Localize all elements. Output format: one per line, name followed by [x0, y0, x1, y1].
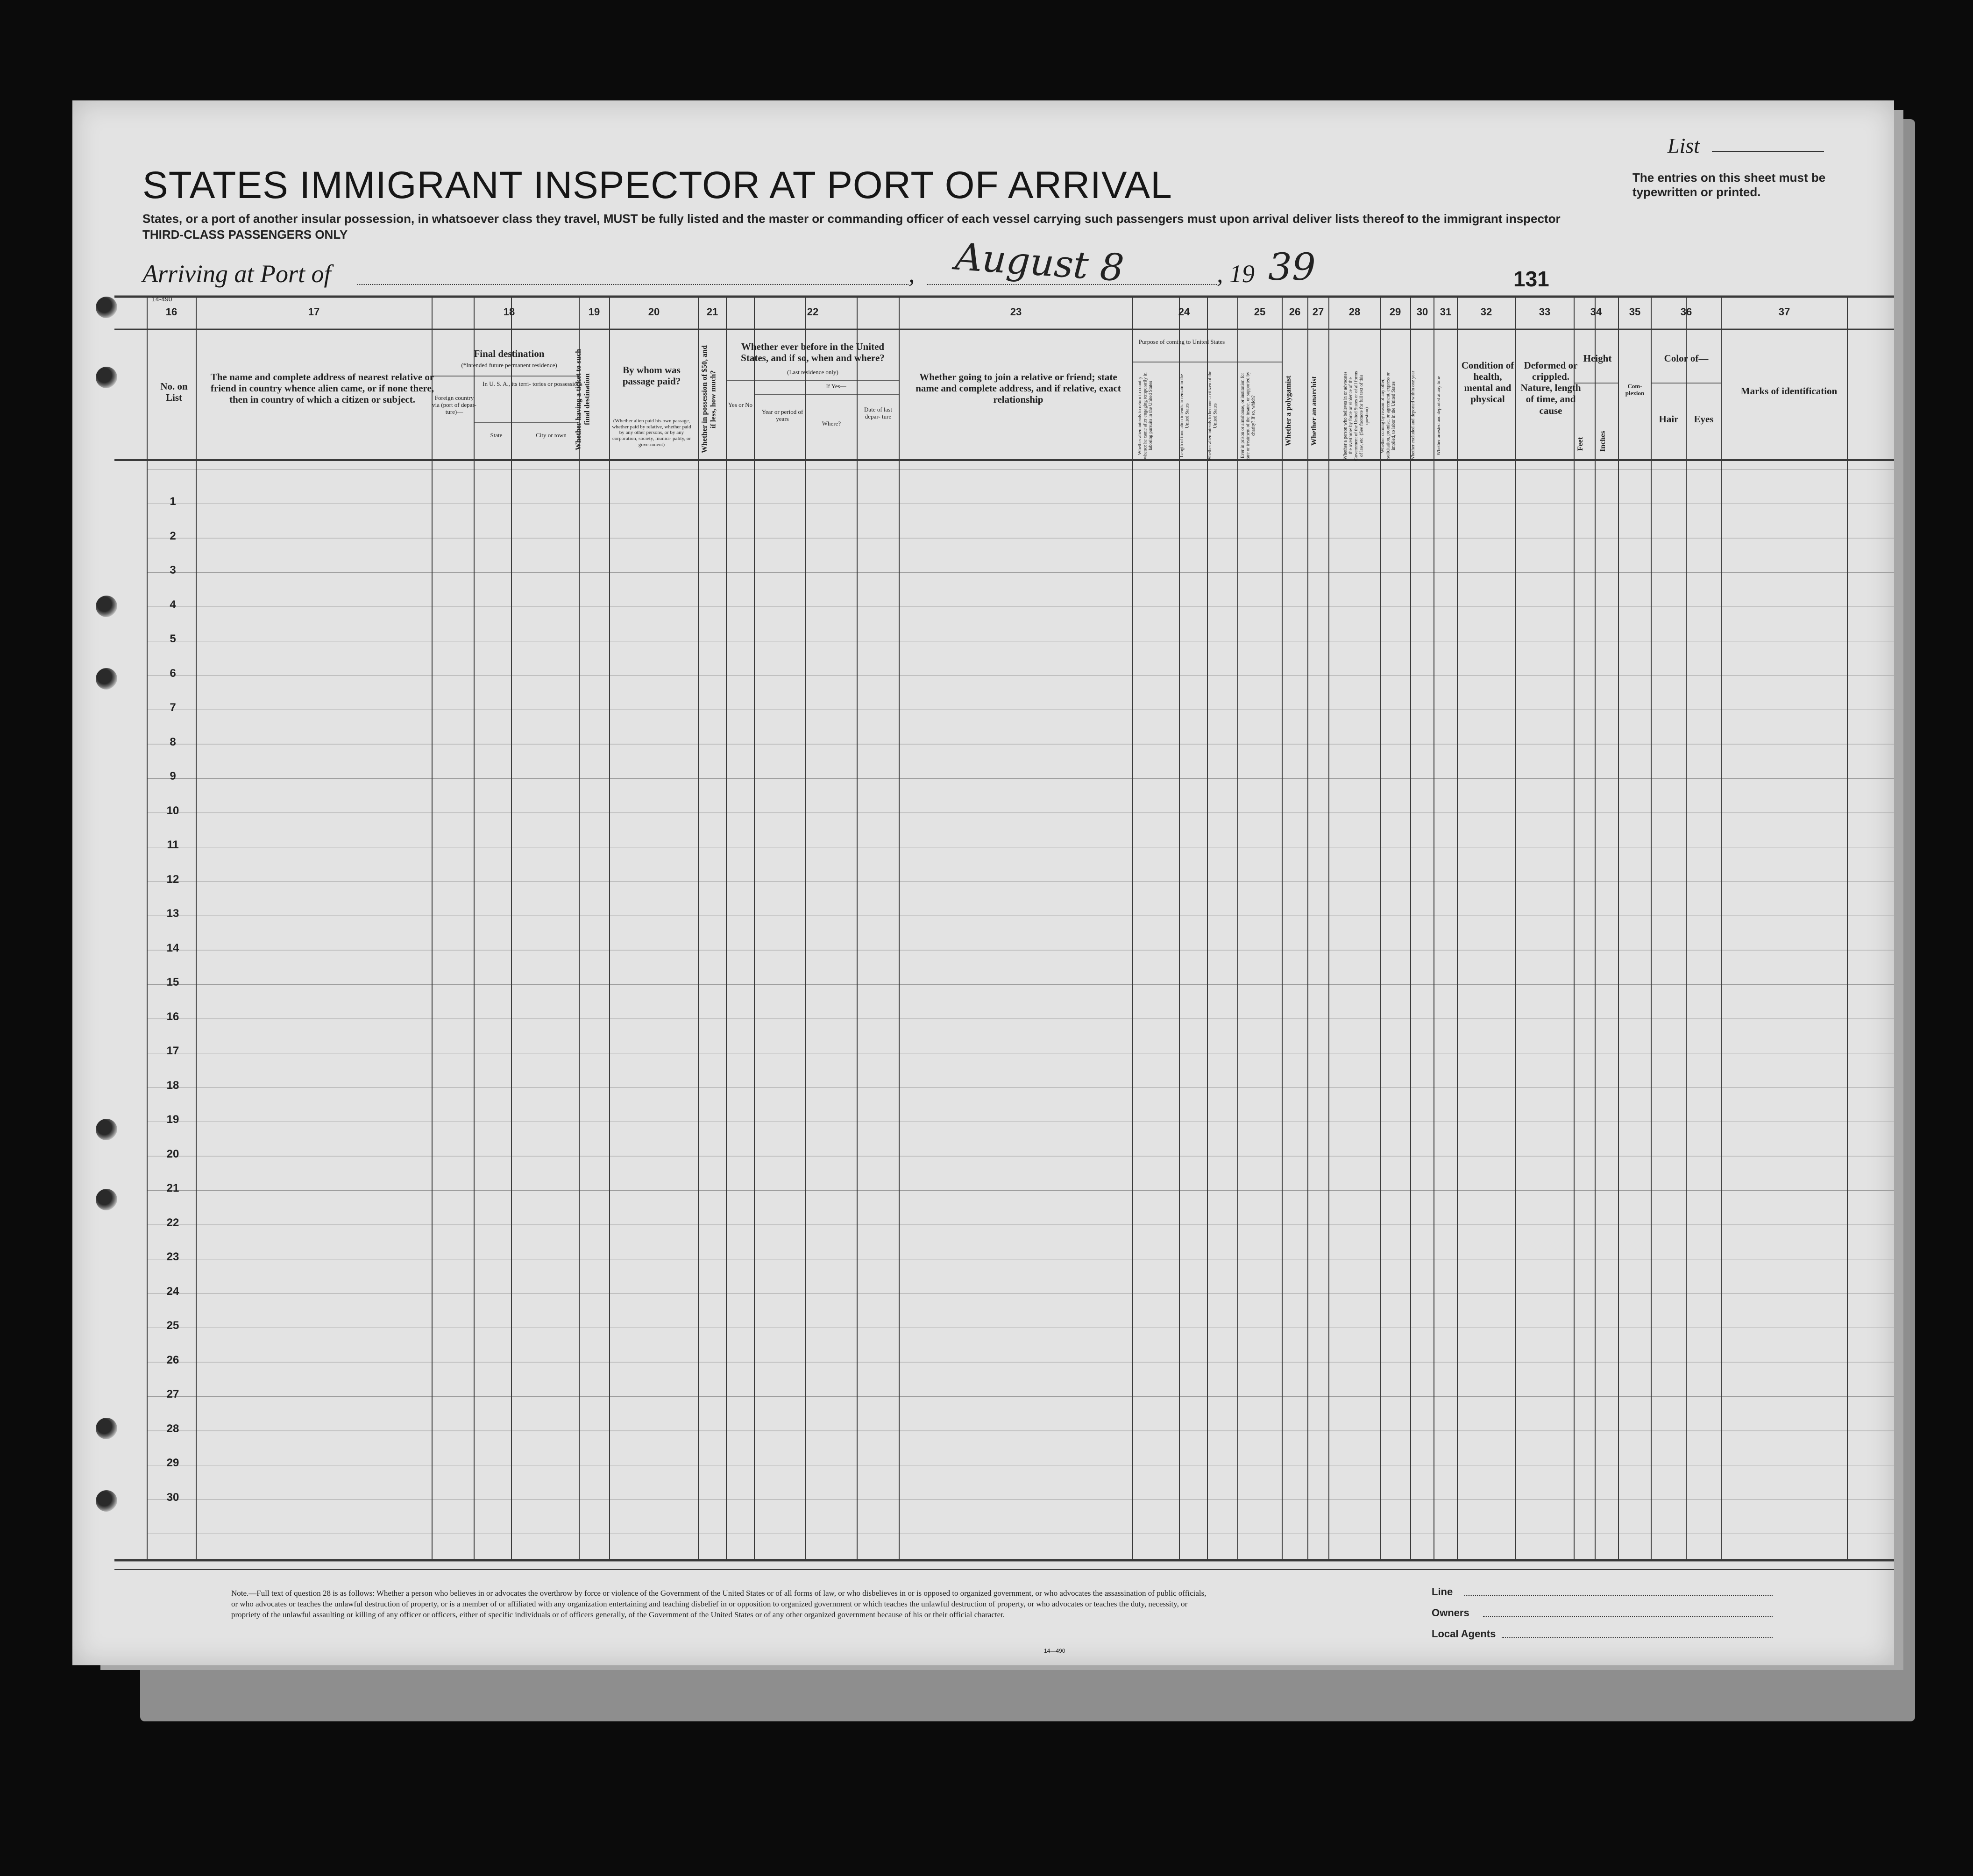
header-purpose-length: Length of time alien intends to remain in the United States	[1179, 374, 1190, 458]
binder-hole	[96, 668, 117, 689]
column-number: 16	[165, 306, 177, 318]
header-prison: Ever in prison or almshouse, or institution for care or treatment of the insane, or supported by charity? If so, which?	[1240, 371, 1256, 460]
binder-hole	[96, 367, 117, 388]
form-code-top: 14-490	[152, 295, 172, 303]
binder-hole	[96, 1418, 117, 1439]
row-number: 27	[166, 1388, 179, 1400]
form-instruction: States, or a port of another insular possession, in whatsoever class they travel, MUST be fully listed and the master or commanding officer of each vessel carrying such passengers must upon arrival deliver lists thereof to the immigrant inspector	[142, 212, 1561, 226]
header-nearest-relative: The name and complete address of nearest relative or friend in country whence alien came, or if none there, then in country of which a citizen or subject.	[210, 371, 434, 405]
column-number: 26	[1289, 306, 1301, 318]
row-number: 7	[170, 701, 176, 714]
column-number: 35	[1629, 306, 1641, 318]
column-number: 22	[807, 306, 819, 318]
row-number: 2	[170, 529, 176, 542]
header-foreign-country: Foreign country via (port of depar- ture)—	[432, 394, 476, 415]
header-ever-before: Whether ever before in the United States, and if so, when and where?	[741, 341, 885, 364]
header-going-to-join: Whether going to join a relative or friend; state name and complete address, and if relative, exact relationship	[916, 371, 1121, 405]
binder-hole	[96, 1189, 117, 1210]
column-number: 28	[1348, 306, 1361, 318]
header-anarchist: Whether an anarchist	[1310, 376, 1318, 446]
header-in-usa: In U. S. A., its terri- tories or possessions	[483, 380, 582, 387]
header-state: State	[490, 432, 503, 439]
agents-blank	[1502, 1637, 1773, 1638]
header-hair: Hair	[1659, 413, 1679, 425]
row-number: 28	[166, 1422, 179, 1435]
column-number: 27	[1312, 306, 1324, 318]
column-number: 34	[1590, 306, 1602, 318]
row-number: 13	[166, 907, 179, 920]
manifest-sheet	[72, 100, 1894, 1665]
row-number: 3	[170, 564, 176, 576]
row-number: 23	[166, 1251, 179, 1263]
header-passage-paid: By whom was passage paid?	[622, 364, 681, 387]
row-number: 24	[166, 1285, 179, 1298]
header-color-of: Color of—	[1664, 353, 1709, 364]
row-number: 21	[166, 1182, 179, 1194]
header-no-on-list: No. on List	[160, 381, 188, 404]
column-number: 21	[706, 306, 718, 318]
row-number: 22	[166, 1216, 179, 1229]
row-number: 12	[166, 873, 179, 886]
column-number: 32	[1480, 306, 1492, 318]
row-number: 11	[167, 839, 179, 851]
column-number: 17	[308, 306, 320, 318]
row-number: 20	[166, 1147, 179, 1160]
header-passage-paid-note: (Whether alien paid his own passage, whether paid by relative, whether paid by any other persons, or by any corporation, society, munici- pality, or government)	[612, 418, 691, 448]
column-number: 37	[1778, 306, 1790, 318]
header-height: Height	[1583, 353, 1612, 364]
header-city: City or town	[536, 432, 567, 439]
header-purpose-citizen: Whether alien intends to become a citizen of the United States	[1207, 370, 1218, 461]
row-number: 26	[166, 1353, 179, 1366]
header-year-period: Year or period of years	[761, 408, 803, 422]
line-label: Line	[1432, 1586, 1453, 1598]
handwritten-date: August 8	[954, 234, 1126, 290]
row-number: 30	[166, 1491, 179, 1504]
column-number: 18	[503, 306, 515, 318]
header-yes-no: Yes or No	[728, 401, 753, 408]
column-number: 23	[1010, 306, 1022, 318]
header-eyes: Eyes	[1694, 413, 1714, 425]
row-number: 1	[170, 495, 176, 508]
header-final-destination-note: (*Intended future permanent residence)	[461, 362, 557, 369]
row-number: 15	[166, 976, 179, 988]
row-number: 17	[166, 1045, 179, 1057]
header-marks-identification: Marks of identification	[1740, 385, 1838, 397]
row-number: 18	[166, 1079, 179, 1092]
row-number: 5	[170, 632, 176, 645]
handwritten-year: 39	[1268, 245, 1316, 289]
column-number: 36	[1680, 306, 1692, 318]
arriving-label: Arriving at Port of	[142, 260, 331, 288]
page-number: 131	[1513, 267, 1549, 291]
binder-hole	[96, 1119, 117, 1140]
year-prefix: , 19	[1217, 260, 1255, 288]
footnote-question-28: Note.—Full text of question 28 is as follows: Whether a person who believes in or advocates the overthrow by force or violence of the Government of the United States or of all forms of law, or who disbelieves in or is opposed to organized government, or who advocates the assassination of public officials, or who advocates or teaches the unlawful destruction of property, or is a member of or affiliated with any organization entertaining and teaching disbelief in or opposition to organized government or which teaches the unlawful destruction of property, or who advocates or teaches the duty, necessity, or propriety of the unlawful assaulting or killing of any officer or officers, either of specific individuals or of officers generally, of the Government of the United States or of any other organized government because of his or their official character.	[231, 1589, 1207, 1619]
header-arrested: Whether arrested and deported at any time	[1436, 376, 1441, 455]
column-number: 33	[1539, 306, 1551, 318]
row-number: 10	[166, 804, 179, 817]
owners-blank	[1483, 1616, 1773, 1617]
header-final-destination: Final destination	[474, 348, 545, 359]
class-note: THIRD-CLASS PASSENGERS ONLY	[142, 227, 348, 242]
binder-hole	[96, 596, 117, 617]
header-feet: Feet	[1576, 437, 1584, 451]
row-number: 14	[166, 941, 179, 954]
form-code-bottom: 14—490	[1044, 1648, 1065, 1654]
header-health: Condition of health, mental and physical	[1461, 360, 1514, 405]
ruled-table-lines	[72, 100, 1894, 1665]
row-number: 6	[170, 667, 176, 680]
row-number: 25	[166, 1319, 179, 1332]
row-number: 4	[170, 598, 176, 611]
column-number: 20	[648, 306, 660, 318]
column-number: 19	[588, 306, 600, 318]
row-number: 19	[166, 1113, 179, 1126]
column-number: 25	[1254, 306, 1266, 318]
row-number: 16	[166, 1010, 179, 1023]
header-purpose-return: Whether alien intends to return to country whence he came after engaging temporarily in laboring pursuits in the United States	[1137, 372, 1153, 459]
header-ticket: Whether having a ticket to such final destination	[575, 348, 591, 450]
binder-hole	[96, 297, 117, 318]
row-number: 8	[170, 735, 176, 748]
column-number: 31	[1440, 306, 1452, 318]
header-excluded: Whether excluded and deported within one year	[1411, 370, 1416, 461]
header-labor-offer: Whether coming by reason of any offer, solicitation, promise, or agreement, express or implied, to labor in the United States	[1380, 372, 1396, 459]
local-agents-label: Local Agents	[1432, 1628, 1496, 1640]
comma-mark: ,	[908, 260, 915, 288]
header-q28: Whether a person who believes in or advocates the overthrow by force or violence of the Government of the United States or of all forms of law, etc. (See footnote for full text of this question)	[1343, 371, 1370, 461]
header-deformed: Deformed or crippled. Nature, length of time, and cause	[1520, 360, 1581, 416]
header-last-residence: (Last residence only)	[787, 369, 838, 376]
list-label: List	[1668, 134, 1700, 157]
header-fifty-dollars: Whether in possession of $50, and if less, how much?	[701, 345, 717, 454]
column-number: 29	[1389, 306, 1401, 318]
column-number: 30	[1416, 306, 1428, 318]
header-complexion: Com- plexion	[1625, 383, 1645, 397]
header-date-departure: Date of last depar- ture	[864, 406, 892, 420]
line-blank	[1464, 1595, 1773, 1596]
header-where: Where?	[822, 420, 841, 427]
row-number: 29	[166, 1457, 179, 1469]
header-polygamist: Whether a polygamist	[1285, 376, 1292, 447]
header-inches: Inches	[1599, 431, 1607, 452]
binder-hole	[96, 1490, 117, 1512]
entries-note: The entries on this sheet must be typewritten or printed.	[1632, 171, 1826, 199]
owners-label: Owners	[1432, 1607, 1469, 1619]
row-number: 9	[170, 770, 176, 782]
column-number: 24	[1178, 306, 1190, 318]
form-title: STATES IMMIGRANT INSPECTOR AT PORT OF ARRIVAL	[142, 164, 1172, 206]
header-purpose: Purpose of coming to United States	[1138, 338, 1225, 345]
header-if-yes: If Yes—	[826, 383, 846, 390]
